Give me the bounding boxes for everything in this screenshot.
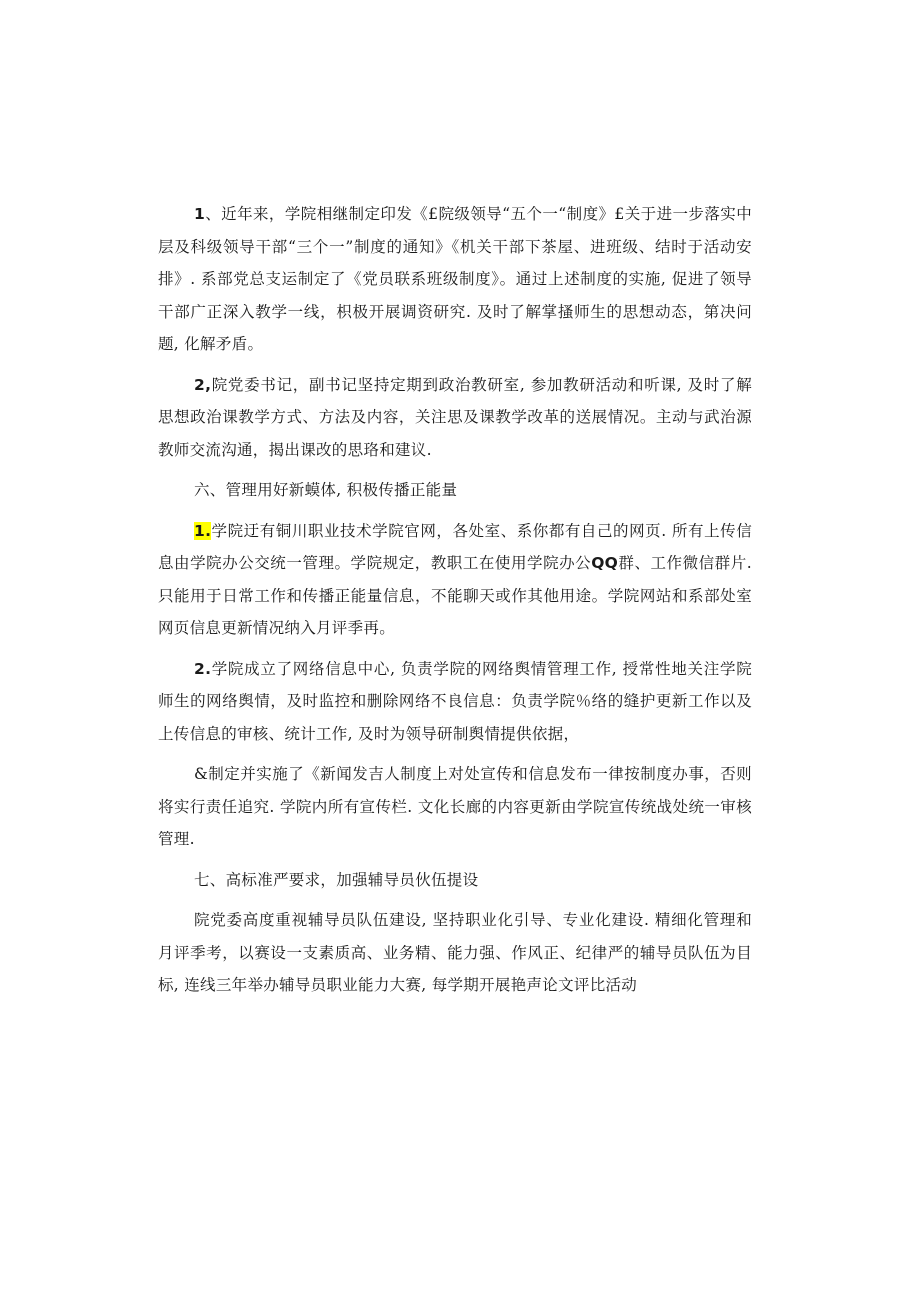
paragraph-1 [158,198,752,361]
paragraph-2 [158,369,752,467]
paragraph-text: 、近年来，学院相继制定印发《£院级领导“五个一“制度》£关于进一步落实中层及科级领导干部“三个一”制度的通知》《机关干部下茶屋、进班级、结时于活动安排》. 系部党总支运制定了《党员联系班级制度》。通过上述制度的实施, 促进了领导干部广正深入教学一线，枳极开展调资研究. 及时了解掌搔师生的思想动态，第决问题, 化解矛盾。 [158,205,752,353]
paragraph-text: 院党委书记，副书记坚持定期到政治教研室, 参加教研活动和听课, 及时了解思想政治课教学方式、方法及内容，关注思及课教学改革的送展情况。主动与武治源教师交流沟通，揭出课改的思珞和建议. [158,375,752,459]
paragraph-5 [158,758,752,856]
paragraph-text-continued: 群、工作微信群片. 只能用于日常工作和传播正能量信息，不能聊天或作其他用途。学院网站和系部处室网页信息更新情况纳入月评季再。 [158,554,752,637]
highlighted-paragraph-number: 1. [194,521,212,540]
section-heading-7: 七、高标准严要求，加强辅导员伙伍提设 [194,870,479,889]
document-body [158,198,752,1010]
paragraph-text: 学院成立了网络信息中心, 负责学院的网络舆情管理工作, 授常性地关注学院师生的网络舆情，及时监控和删除网络不良信息：负责学院％络的缝护更新工作以及上传信息的审核、统计工作, 及时为领导研制舆情提供依据， [158,659,752,743]
paragraph-text: &制定并实施了《新闻发吉人制度上对处宣传和信息发布一律按制度办事，否则将实行责任追究. 学院内所有宣传栏. 文化长廊的内容更新由学院宣传统战处统一审核管理. [158,765,752,848]
paragraph-number: 2, [194,375,212,394]
paragraph-4 [158,653,752,751]
paragraph-6 [158,904,752,1002]
paragraph-text: 院党委高度重视辅导员队伍建设, 坚持职业化引导、专业化建设. 精细化管理和月评季考，以赛设一支素质高、业务精、能力强、作风正、纪律严的辅导员队伍为目标, 连线三年举办辅导员职业能力大赛, 每学期开展艳声论文评比活动 [158,911,752,994]
paragraph-number: 1 [194,205,206,223]
paragraph-number: 2. [194,659,212,678]
paragraph-text: 学院迂有铜川职业技术学院官网，各处室、系你都有自己的网页. 所有上传信息由学院办公交统一管理。学院规定，教职工在使用学院办公 [158,521,752,572]
paragraph-3 [158,515,752,645]
qq-term: QQ [591,554,619,572]
section-heading-6: 六、管理用好新蟆体, 积极传播正能量 [194,481,458,499]
